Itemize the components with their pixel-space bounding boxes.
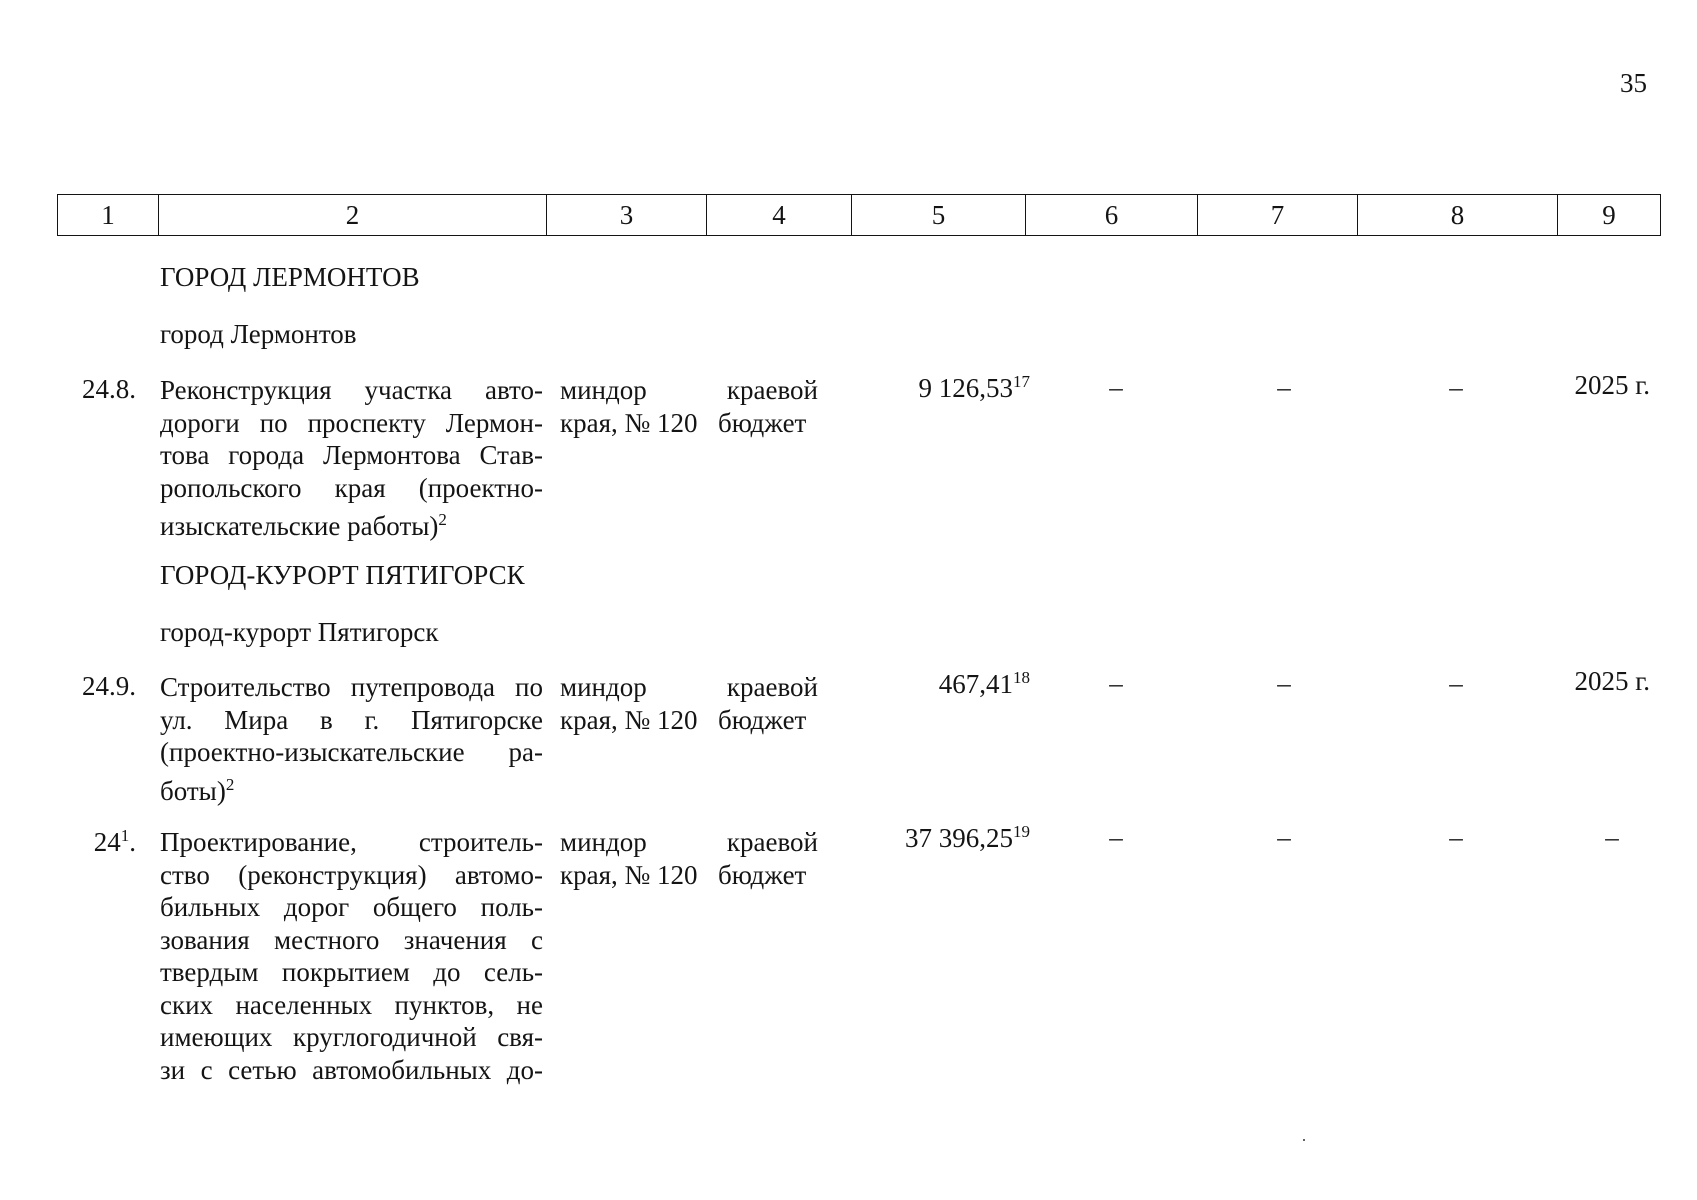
footnote-mark: 2 xyxy=(225,774,235,794)
row-col7: – xyxy=(1277,372,1291,402)
section-title-lermontov: ГОРОД ЛЕРМОНТОВ xyxy=(160,262,420,292)
column-number-header xyxy=(57,194,1661,236)
row-col8: – xyxy=(1449,372,1463,402)
row-funding-source xyxy=(718,826,818,891)
description-line: Строительство путепровода по xyxy=(160,672,543,702)
description-line: Реконструкция участка авто- xyxy=(160,375,543,405)
row-amount xyxy=(810,668,1030,700)
column-header-5: 5 xyxy=(852,195,1026,236)
column-header-3: 3 xyxy=(547,195,707,236)
row-executor xyxy=(560,826,710,891)
row-year: 2025 г. xyxy=(1574,666,1650,696)
funding-line: краевой xyxy=(726,827,818,857)
description-line: твердым покрытием до сель- xyxy=(160,957,543,987)
section-title-pyatigorsk: ГОРОД-КУРОРТ ПЯТИГОРСК xyxy=(160,560,525,590)
description-line: Проектирование, строитель- xyxy=(160,827,543,857)
executor-line: края, № 120 xyxy=(560,859,698,890)
row-col6: – xyxy=(1109,668,1123,698)
column-header-8: 8 xyxy=(1358,195,1558,236)
row-executor xyxy=(560,671,710,736)
column-header-2: 2 xyxy=(159,195,547,236)
row-funding-source xyxy=(718,671,818,736)
row-col8: – xyxy=(1449,668,1463,698)
executor-line: миндор xyxy=(560,827,647,857)
row-year: 2025 г. xyxy=(1574,370,1650,400)
description-line: (проектно-изыскательские ра- xyxy=(160,737,543,767)
footnote-mark: 18 xyxy=(1013,668,1030,687)
funding-line: краевой xyxy=(726,672,818,702)
footnote-mark: 2 xyxy=(438,510,447,529)
column-header-1: 1 xyxy=(58,195,159,236)
row-col7: – xyxy=(1277,668,1291,698)
page-number: 35 xyxy=(1620,68,1647,98)
column-header-4: 4 xyxy=(707,195,852,236)
funding-line: бюджет xyxy=(718,859,807,890)
executor-line: миндор xyxy=(560,375,647,405)
description-line-text: боты) xyxy=(160,775,226,806)
amount-value: 9 126,53 xyxy=(918,373,1013,403)
row-description xyxy=(160,826,543,1086)
description-line: зи с сетью автомобильных до- xyxy=(160,1054,543,1085)
funding-line: бюджет xyxy=(718,407,807,438)
column-header-6: 6 xyxy=(1026,195,1198,236)
description-line: бильных дорог общего поль- xyxy=(160,892,543,922)
section-subtitle-lermontov: город Лермонтов xyxy=(160,319,357,349)
row-executor xyxy=(560,374,710,439)
row-number xyxy=(56,826,136,858)
row-number-superscript: 1 xyxy=(120,826,130,845)
row-number: 24.8. xyxy=(82,374,136,404)
executor-line: края, № 120 xyxy=(560,704,698,735)
row-col7: – xyxy=(1277,822,1291,852)
amount-value: 467,41 xyxy=(938,669,1013,699)
row-description xyxy=(160,671,543,807)
amount-value: 37 396,25 xyxy=(905,823,1013,853)
executor-line: края, № 120 xyxy=(560,407,698,438)
funding-line: краевой xyxy=(726,375,818,405)
row-amount xyxy=(810,372,1030,404)
funding-line: бюджет xyxy=(718,704,807,735)
section-subtitle-pyatigorsk: город-курорт Пятигорск xyxy=(160,617,439,647)
column-header-7: 7 xyxy=(1198,195,1358,236)
row-number: 24.9. xyxy=(82,671,136,701)
row-col8: – xyxy=(1449,822,1463,852)
row-col6: – xyxy=(1109,372,1123,402)
row-description xyxy=(160,374,543,543)
footnote-mark: 19 xyxy=(1013,822,1030,841)
row-number-text: 24 xyxy=(93,827,121,857)
description-line: ропольского края (проектно- xyxy=(160,472,543,503)
description-line: ул. Мира в г. Пятигорске xyxy=(160,704,543,735)
description-line: това города Лермонтова Став- xyxy=(160,440,543,470)
description-line xyxy=(160,769,543,808)
footnote-mark: 17 xyxy=(1013,372,1030,391)
row-number-suffix: . xyxy=(129,827,136,857)
row-funding-source xyxy=(718,374,818,439)
description-line: зования местного значения с xyxy=(160,924,543,955)
description-line xyxy=(160,504,543,543)
description-line: имеющих круглогодичной свя- xyxy=(160,1022,543,1052)
description-line-text: изыскательские работы) xyxy=(160,511,439,541)
row-col6: – xyxy=(1109,822,1123,852)
description-line: ство (реконструкция) автомо- xyxy=(160,859,543,890)
column-header-9: 9 xyxy=(1558,195,1661,236)
executor-line: миндор xyxy=(560,672,647,702)
row-amount xyxy=(810,822,1030,854)
description-line: дороги по проспекту Лермон- xyxy=(160,407,543,438)
scan-speck xyxy=(1303,1139,1305,1141)
description-line: ских населенных пунктов, не xyxy=(160,989,543,1020)
row-year: – xyxy=(1605,822,1619,852)
